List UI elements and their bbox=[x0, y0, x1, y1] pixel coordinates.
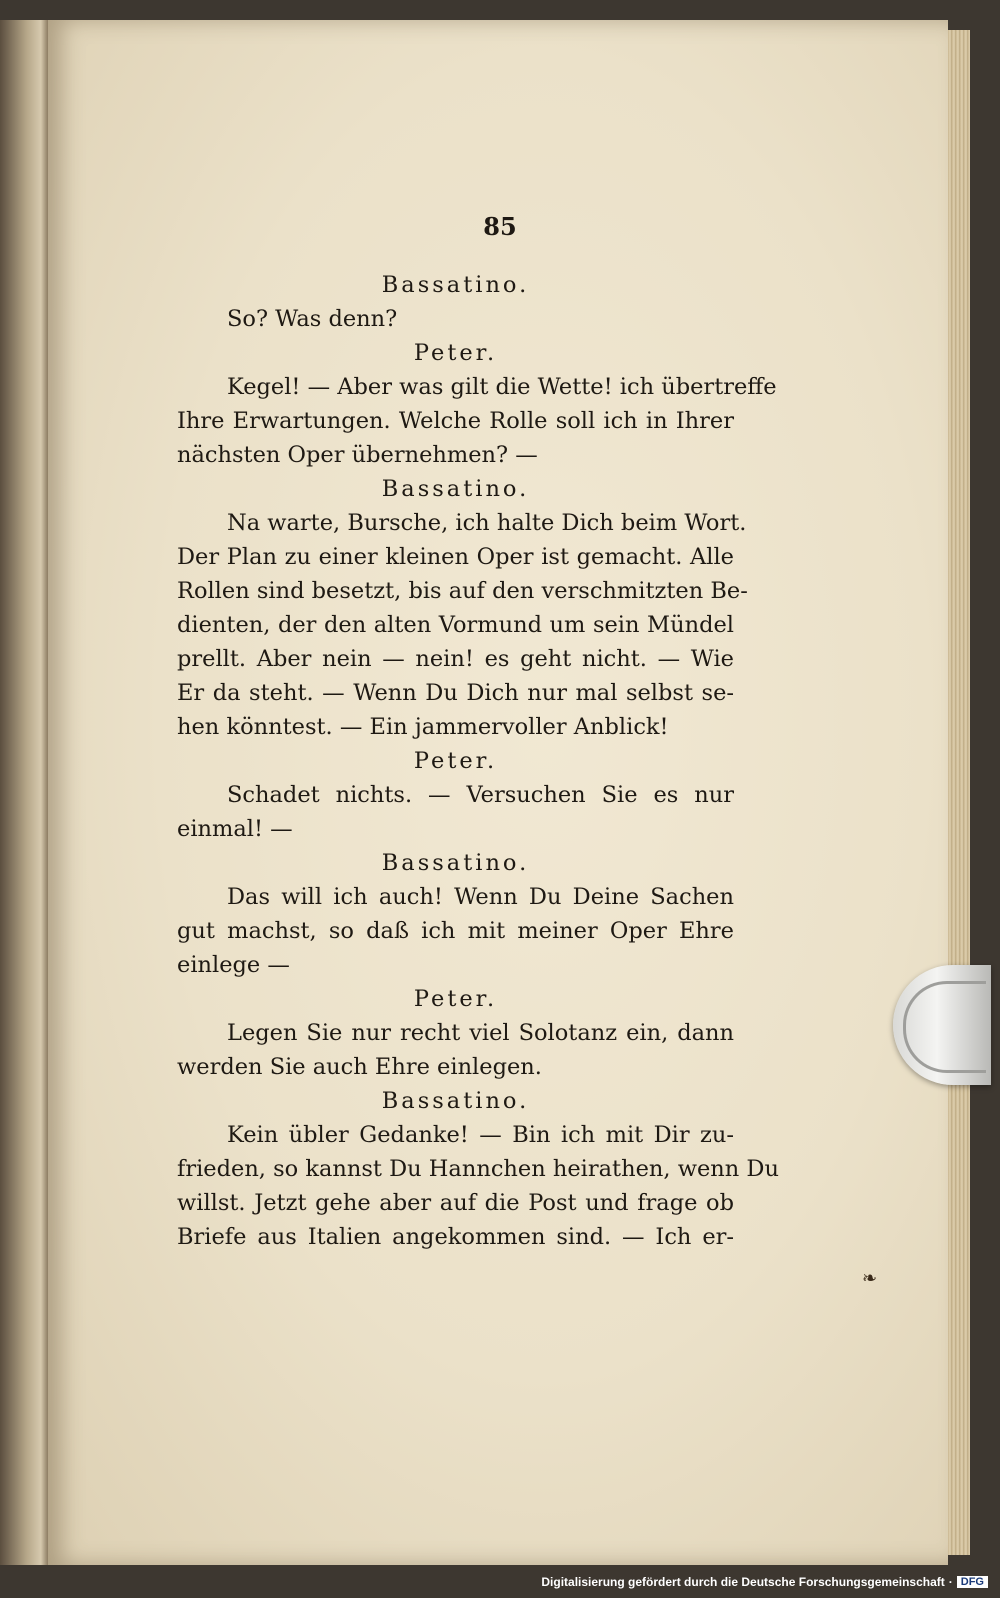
page-stack-edge bbox=[948, 30, 970, 1555]
speaker-name: Bassatino. bbox=[381, 1088, 530, 1114]
speaker-name: Peter. bbox=[413, 748, 498, 774]
page-text bbox=[177, 268, 779, 1254]
footer-text: Digitalisierung gefördert durch die Deutsche Forschungsgemeinschaft bbox=[541, 1575, 945, 1589]
ink-mark: ❧ bbox=[862, 1268, 878, 1289]
text-line: willst. Jetzt gehe aber auf die Post und frage ob bbox=[177, 1190, 734, 1216]
text-line: Legen Sie nur recht viel Solotanz ein, dann bbox=[227, 1020, 734, 1046]
footer-separator: · bbox=[948, 1575, 953, 1589]
text-line: Kein übler Gedanke! — Bin ich mit Dir zu- bbox=[227, 1122, 734, 1148]
text-line: Das will ich auch! Wenn Du Deine Sachen bbox=[227, 884, 734, 910]
text-line: Ihre Erwartungen. Welche Rolle soll ich in Ihrer bbox=[177, 408, 734, 434]
text-line: einmal! — bbox=[177, 816, 293, 842]
text-line: prellt. Aber nein — nein! es geht nicht. — Wie bbox=[177, 646, 734, 672]
text-line: Na warte, Bursche, ich halte Dich beim Wort. bbox=[227, 510, 747, 536]
speaker-name: Peter. bbox=[413, 986, 498, 1012]
text-line: Schadet nichts. — Versuchen Sie es nur bbox=[227, 782, 734, 808]
dfg-logo: DFG bbox=[957, 1576, 988, 1588]
text-line: So? Was denn? bbox=[227, 306, 398, 332]
text-line: Rollen sind besetzt, bis auf den verschmitzten Be- bbox=[177, 578, 748, 604]
text-line: Kegel! — Aber was gilt die Wette! ich übertreffe bbox=[227, 374, 777, 400]
text-line: gut machst, so daß ich mit meiner Oper Ehre bbox=[177, 918, 734, 944]
text-line: frieden, so kannst Du Hannchen heirathen, wenn Du bbox=[177, 1156, 779, 1182]
text-line: dienten, der den alten Vormund um sein Mündel bbox=[177, 612, 734, 638]
speaker-name: Bassatino. bbox=[381, 850, 530, 876]
text-line: werden Sie auch Ehre einlegen. bbox=[177, 1054, 542, 1080]
page-number: 85 bbox=[483, 212, 517, 241]
text-line: Briefe aus Italien angekommen sind. — Ich er- bbox=[177, 1224, 734, 1250]
text-line: Der Plan zu einer kleinen Oper ist gemacht. Alle bbox=[177, 544, 734, 570]
speaker-name: Bassatino. bbox=[381, 476, 530, 502]
footer-credit bbox=[541, 1572, 988, 1592]
speaker-name: Bassatino. bbox=[381, 272, 530, 298]
text-line: hen könntest. — Ein jammervoller Anblick! bbox=[177, 714, 669, 740]
speaker-name: Peter. bbox=[413, 340, 498, 366]
left-page-edge bbox=[0, 20, 48, 1565]
text-line: nächsten Oper übernehmen? — bbox=[177, 442, 538, 468]
text-line: Er da steht. — Wenn Du Dich nur mal selbst se- bbox=[177, 680, 734, 706]
text-line: einlege — bbox=[177, 952, 290, 978]
